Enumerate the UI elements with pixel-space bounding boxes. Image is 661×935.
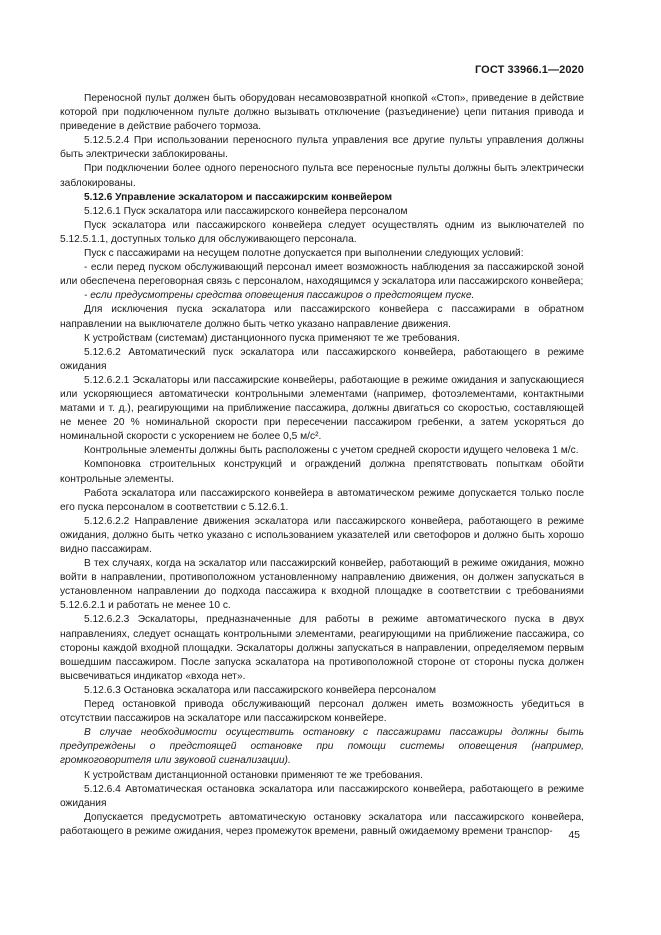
paragraph: Работа эскалатора или пассажирского конвейера в автоматическом режиме допускается только после его пуска персоналом в соответствии с 5.12.6.1. — [60, 487, 584, 513]
list-item: - если перед пуском обслуживающий персонал имеет возможность наблюдения за пассажирской зоной или обеспечена переговорная связь с персоналом, находящимся у эскалатора или пассажирского конвейера; — [60, 262, 584, 288]
paragraph: Контрольные элементы должны быть расположены с учетом средней скорости идущего человека 1 м/с. — [84, 445, 579, 457]
list-item: - если предусмотрены средства оповещения пассажиров о предстоящем пуске. — [84, 290, 475, 302]
paragraph: К устройствам (системам) дистанционного пуска применяют те же требования. — [84, 332, 460, 344]
paragraph: Компоновка строительных конструкций и ограждений должна препятствовать попыткам обойти контрольные элементы. — [60, 459, 584, 485]
paragraph: В тех случаях, когда на эскалатор или пассажирский конвейер, работающий в режиме ожидания, можно войти в направлении, противоположном установленному направлению движения, он должен запускаться в установленном направлении до подхода пассажира к входной площадке в соответствии с требованиями 5.12.6.2.1 и работать не менее 10 с. — [60, 558, 584, 612]
subsection-heading: 5.12.6.3 Остановка эскалатора или пассажирского конвейера персоналом — [84, 684, 436, 696]
page-number: 45 — [568, 829, 580, 841]
subsection-heading: 5.12.6.1 Пуск эскалатора или пассажирского конвейера персоналом — [84, 205, 408, 217]
paragraph: Допускается предусмотреть автоматическую остановку эскалатора или пассажирского конвейера, работающего в режиме ожидания, через промежуток времени, равный ожидаемому времени транспор- — [60, 811, 584, 837]
paragraph: Перед остановкой привода обслуживающий персонал должен иметь возможность убедиться в отсутствии пассажиров на эскалаторе или пассажирском конвейере. — [60, 699, 584, 725]
standard-header: ГОСТ 33966.1—2020 — [474, 64, 584, 76]
paragraph: 5.12.6.2.2 Направление движения эскалатора или пассажирского конвейера, работающего в режиме ожидания, должно быть четко указано с использованием указателей или светофоров и должно быть хорошо видно пассажирам. — [60, 515, 584, 555]
paragraph: Пуск с пассажирами на несущем полотне допускается при выполнении следующих условий: — [84, 248, 524, 260]
paragraph: 5.12.6.2.3 Эскалаторы, предназначенные для работы в режиме автоматического пуска в двух направлениях, следует оснащать контрольными элементами, реагирующими на приближение пассажира, со стороны каждой входной площадки. Эскалаторы должны запускаться в направлении, определяемом первым вошедшим пассажиром. После запуска эскалатора на противоположной стороне от стороны пуска должен высвечиваться индикатор «входа нет». — [60, 614, 584, 682]
paragraph: Переносной пульт должен быть оборудован несамовозвратной кнопкой «Стоп», приведение в действие которой при подключенном пульте должно вызывать отключение (разъединение) цепи питания привода и приведение в действие рабочего тормоза. — [60, 93, 584, 133]
paragraph: Для исключения пуска эскалатора или пассажирского конвейера с пассажирами в обратном направлении на выключателе должно быть четко указано направление движения. — [60, 304, 584, 330]
note-paragraph: В случае необходимости осуществить остановку с пассажирами пассажиры должны быть предупреждены о предстоящей остановке при помощи системы оповещения (например, громкоговорителя или звуковой сигнализации). — [60, 727, 584, 767]
paragraph: 5.12.5.2.4 При использовании переносного пульта управления все другие пульты управления должны быть электрически заблокированы. — [60, 135, 584, 161]
document-body — [60, 92, 584, 839]
section-heading: 5.12.6 Управление эскалатором и пассажирским конвейером — [84, 191, 393, 203]
paragraph: 5.12.6.2.1 Эскалаторы или пассажирские конвейеры, работающие в режиме ожидания и запускающиеся или ускоряющиеся автоматически контрольными элементами (например, фотоэлементами, контактными матами и т. д.), реагирующими на приближение пассажира, должны двигаться со скоростью, составляющей не менее 20 % номинальной скорости при пересечении пассажиром гребенки, а затем ускоряться до номинальной скорости с ускорением не более 0,5 м/с². — [60, 374, 584, 443]
subsection-heading: 5.12.6.4 Автоматическая остановка эскалатора или пассажирского конвейера, работающего в режиме ожидания — [60, 783, 584, 809]
subsection-heading: 5.12.6.2 Автоматический пуск эскалатора или пассажирского конвейера, работающего в режиме ожидания — [60, 346, 584, 372]
paragraph: Пуск эскалатора или пассажирского конвейера следует осуществлять одним из выключателей по 5.12.5.1.1, доступных только для обслуживающего персонала. — [60, 219, 584, 245]
paragraph: К устройствам дистанционной остановки применяют те же требования. — [84, 769, 423, 781]
paragraph: При подключении более одного переносного пульта все переносные пульты должны быть электрически заблокированы. — [60, 163, 584, 189]
